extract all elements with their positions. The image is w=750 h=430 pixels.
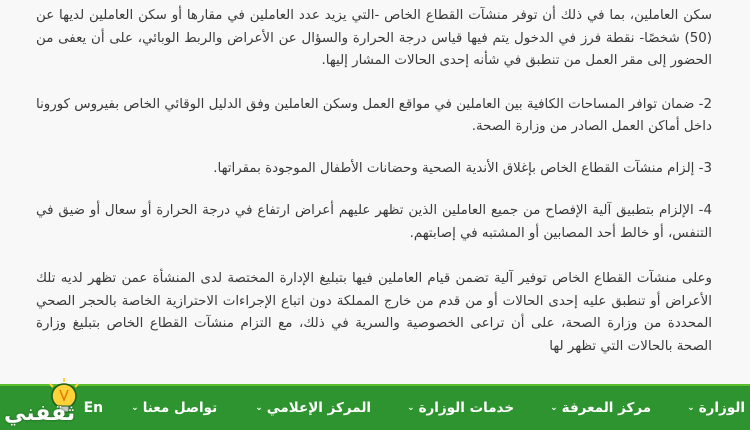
chevron-down-icon: ⌄	[407, 403, 415, 413]
logo-text: ثقفني	[4, 401, 76, 426]
main-nav-bar	[0, 384, 750, 430]
article-paragraph-5: وعلى منشآت القطاع الخاص توفير آلية تضمن قيام العاملين فيها بتبليغ الإدارة المختصة لدى المنشأة عمن تظهر لديه تلك الأعراض أو تنطبق عليه إحدى الحالات أو من قدم من خارج المملكة دون اتباع الإجراءات الاحترازية الخاصة بالحجر الصحي المحددة من وزارة الصحة، على أن تراعى الخصوصية والسرية في ذلك، مع التزام منشآت القطاع الخاص بتبليغ وزارة الصحة بالحالات التي تظهر لها	[36, 271, 712, 354]
chevron-down-icon: ⌄	[550, 403, 558, 413]
nav-menu	[84, 386, 750, 430]
nav-item-label: المركز الإعلامي	[266, 400, 372, 416]
nav-item-contact-us[interactable]	[131, 386, 217, 430]
site-logo[interactable]	[4, 370, 90, 426]
nav-item-label: خدمات الوزارة	[418, 400, 515, 416]
article-paragraph-3: 3- إلزام منشآت القطاع الخاص بإغلاق الأندية الصحية وحضانات الأطفال الموجودة بمقراتها.	[213, 160, 712, 176]
nav-item-label: تواصل معنا	[142, 400, 218, 416]
nav-item-ministry-services[interactable]	[407, 386, 514, 430]
language-switch-link[interactable]: En	[83, 400, 104, 416]
chevron-down-icon: ⌄	[131, 403, 139, 413]
chevron-down-icon: ⌄	[255, 403, 263, 413]
chevron-down-icon: ⌄	[687, 403, 695, 413]
article-paragraph-2: 2- ضمان توافر المساحات الكافية بين العاملين في مواقع العمل وسكن العاملين وفق الدليل الوقائي الخاص بفيروس كورونا داخل أماكن العمل الصادر من وزارة الصحة.	[36, 96, 712, 134]
article-paragraph-1: سكن العاملين، بما في ذلك أن توفر منشآت القطاع الخاص -التي يزيد عدد العاملين في مقارها أو سكن العاملين لديها عن (50) شخصًا- نقطة فرز في الدخول يتم فيها قياس درجة الحرارة والسؤال عن الأعراض والربط الوبائي، على أن يعفى من الحضور إلى مقر العمل من تنطبق في شأنه إحدى الحالات المشار إليها.	[36, 8, 712, 68]
nav-item-knowledge-center[interactable]	[550, 386, 651, 430]
article-paragraph-4: 4- الإلزام بتطبيق آلية الإفصاح من جميع العاملين الذين تظهر عليهم أعراض ارتفاع في درجة الحرارة أو سعال أو ضيق في التنفس، أو خالط أحد المصابين أو المشتبه في إصابتهم.	[36, 203, 712, 241]
nav-item-media-center[interactable]	[255, 386, 371, 430]
nav-item-ministry[interactable]	[687, 386, 745, 430]
nav-item-label: مركز المعرفة	[561, 400, 652, 416]
nav-item-label: الوزارة	[698, 400, 745, 416]
